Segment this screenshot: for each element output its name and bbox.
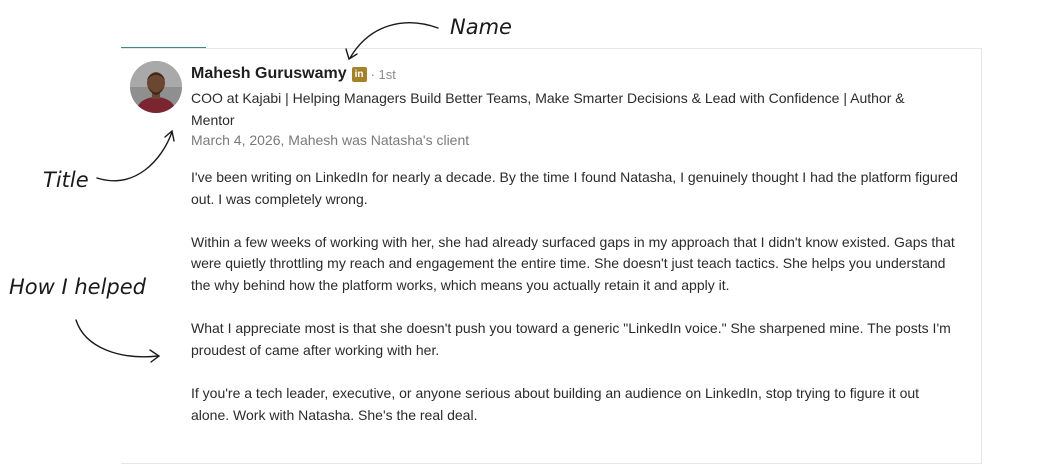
recommendation-paragraph: If you're a tech leader, executive, or anyone serious about building an audience on LinkedIn, stop trying to figure it out alone. Work with Natasha. She's the real deal. bbox=[191, 384, 920, 423]
recommendation-paragraph: Within a few weeks of working with her, she had already surfaced gaps in my approach that I didn't know existed. Gaps that were quietly throttling my reach and engagement the entire time. She doesn't just teach tactics. She helps you understand the why behind how the platform works, which means you actually retain it and apply it. bbox=[191, 233, 955, 293]
avatar[interactable] bbox=[130, 61, 182, 113]
recommendation-text bbox=[191, 167, 961, 448]
author-row bbox=[191, 65, 396, 83]
connection-degree: · 1st bbox=[370, 66, 396, 82]
recommendation-paragraph: I've been writing on LinkedIn for nearly a decade. By the time I found Natasha, I genuinely thought I had the platform figured out. I was completely wrong. bbox=[191, 169, 958, 207]
author-headline: COO at Kajabi | Helping Managers Build Better Teams, Make Smarter Decisions & Lead with Confidence | Author & Mentor bbox=[191, 90, 905, 128]
author-name[interactable]: Mahesh Guruswamy bbox=[191, 65, 347, 82]
recommendation-paragraph: What I appreciate most is that she doesn't push you toward a generic "LinkedIn voice." She sharpened mine. The posts I'm proudest of came after working with her. bbox=[191, 320, 951, 358]
recommendation-date-relationship: March 4, 2026, Mahesh was Natasha's client bbox=[191, 132, 470, 148]
avatar-photo bbox=[130, 61, 182, 113]
annotation-name: Name bbox=[450, 15, 512, 39]
annotation-title: Title bbox=[43, 168, 89, 192]
linkedin-icon: in bbox=[352, 67, 367, 82]
annotation-how-i-helped: How I helped bbox=[9, 275, 147, 299]
